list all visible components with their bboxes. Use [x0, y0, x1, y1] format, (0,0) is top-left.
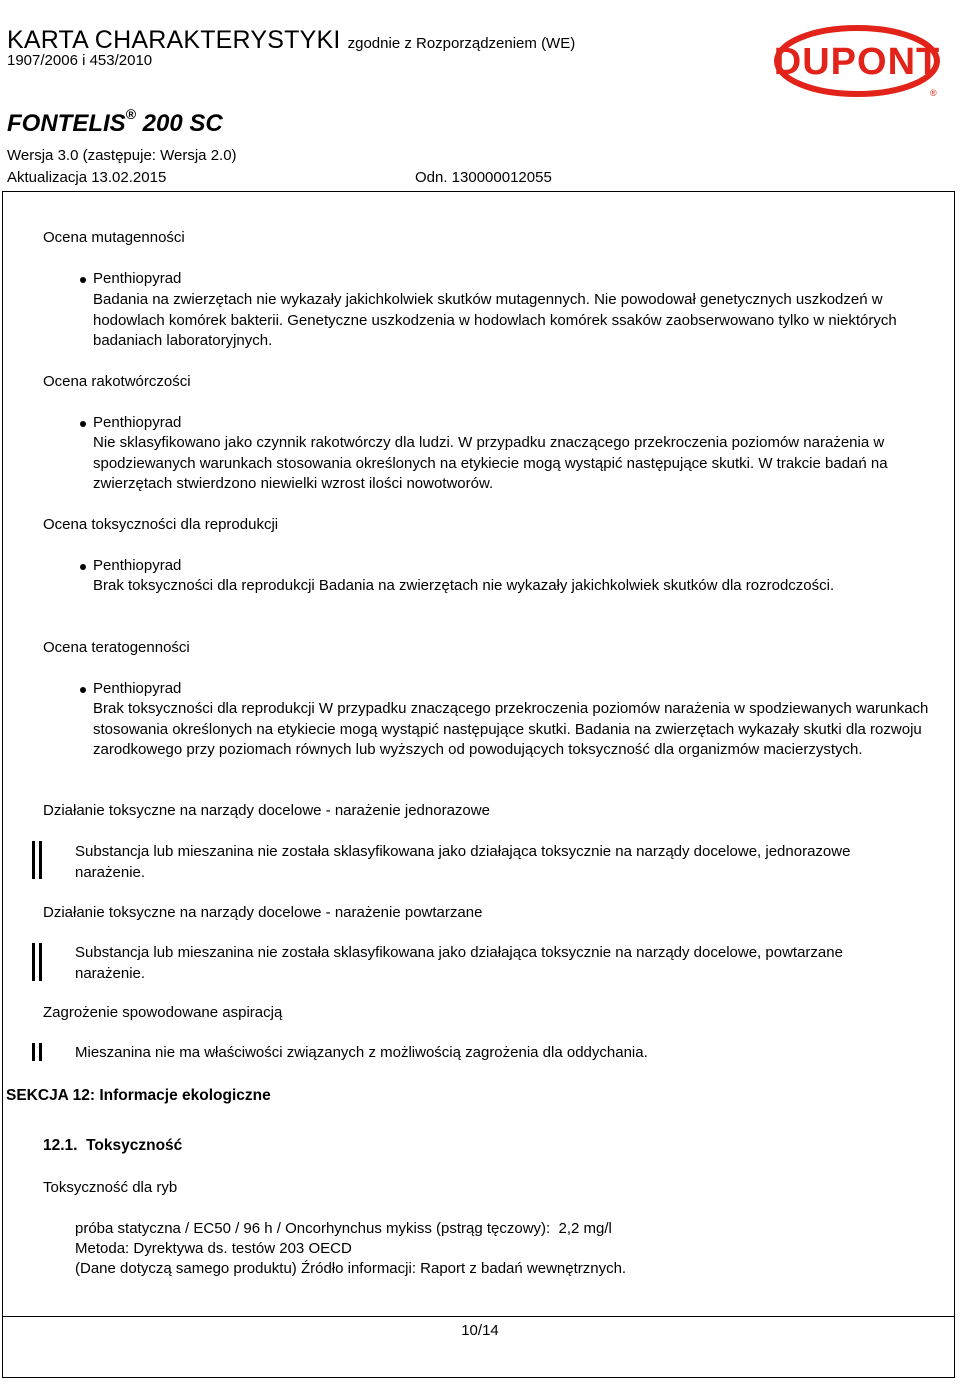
document-title-sub: zgodnie z Rozporządzeniem (WE) [347, 35, 576, 52]
bullet-icon [80, 687, 86, 693]
content-frame [2, 191, 955, 1378]
version-info: Wersja 3.0 (zastępuje: Wersja 2.0) [7, 147, 237, 164]
product-name-main: FONTELIS [7, 110, 126, 137]
reference-number: Odn. 130000012055 [415, 169, 552, 186]
update-date: Aktualizacja 13.02.2015 [7, 169, 167, 186]
stot-single-heading: Działanie toksyczne na narządy docelowe - narażenie jednorazowe [43, 802, 490, 819]
fish-toxicity-line-2: Metoda: Dyrektywa ds. testów 203 OECD [75, 1240, 352, 1257]
document-title [7, 26, 575, 55]
section-12-title: SEKCJA 12: Informacje ekologiczne [6, 1087, 271, 1104]
section-12-1-title: 12.1. Toksyczność [43, 1137, 183, 1154]
fish-toxicity-line-1: próba statyczna / EC50 / 96 h / Oncorhynchus mykiss (pstrąg tęczowy): 2,2 mg/l [75, 1220, 612, 1237]
revision-bar-icon [39, 943, 42, 981]
stot-repeated-heading: Działanie toksyczne na narządy docelowe - narażenie powtarzane [43, 904, 483, 921]
mutagenicity-heading: Ocena mutagenności [43, 229, 185, 246]
reproductive-heading: Ocena toksyczności dla reprodukcji [43, 516, 279, 533]
product-name [7, 106, 223, 138]
aspiration-heading: Zagrożenie spowodowane aspiracją [43, 1004, 283, 1021]
product-name-suffix: 200 SC [142, 110, 223, 137]
fish-toxicity-line-3: (Dane dotyczą samego produktu) Źródło informacji: Raport z badań wewnętrznych. [75, 1260, 627, 1277]
dupont-logo [774, 24, 940, 98]
mutagenicity-text: Badania na zwierzętach nie wykazały jakichkolwiek skutków mutagennych. Nie powodował genetycznych uszkodzeń w hodowlach komórek bakterii. Genetyczne uszkodzenia w hodowlach komórek ssaków zaobserwowano tylko w niektórych badaniach laboratoryjnych. [93, 291, 897, 349]
fish-toxicity-heading: Toksyczność dla ryb [43, 1179, 178, 1196]
reproductive-text: Brak toksyczności dla reprodukcji Badania na zwierzętach nie wykazały jakichkolwiek skutków dla rozrodczości. [93, 577, 835, 594]
stot-single-text: Substancja lub mieszanina nie została sklasyfikowana jako działająca toksycznie na narządy docelowe, jednorazowe narażenie. [75, 843, 851, 881]
carcinogenicity-substance: Penthiopyrad [93, 414, 182, 431]
logo-wordmark: DUPONT [774, 41, 940, 83]
bullet-icon [80, 277, 86, 283]
mutagenicity-substance: Penthiopyrad [93, 270, 182, 287]
revision-bar-icon [32, 1043, 35, 1061]
registered-mark: ® [125, 106, 136, 122]
bullet-icon [80, 421, 86, 427]
revision-bar-icon [32, 943, 35, 981]
stot-repeated-text: Substancja lub mieszanina nie została sklasyfikowana jako działająca toksycznie na narządy docelowe, powtarzane narażenie. [75, 944, 843, 982]
logo-registered-mark: ® [930, 88, 937, 98]
page-number: 10/14 [461, 1322, 499, 1339]
carcinogenicity-text: Nie sklasyfikowano jako czynnik rakotwórczy dla ludzi. W przypadku znaczącego przekroczenia poziomów narażenia w spodziewanych warunkach stosowania określonych na etykiecie mogą wystąpić następujące skutki. W trakcie badań na zwierzętach stwierdzono niewielki wzrost ilości nowotworów. [93, 434, 888, 492]
document-title-main: KARTA CHARAKTERYSTYKI [7, 26, 341, 54]
carcinogenicity-heading: Ocena rakotwórczości [43, 373, 191, 390]
revision-bar-icon [39, 1043, 42, 1061]
teratogenicity-substance: Penthiopyrad [93, 680, 182, 697]
bullet-icon [80, 564, 86, 570]
footer-divider [2, 1316, 955, 1317]
aspiration-text: Mieszanina nie ma właściwości związanych z możliwością zagrożenia dla oddychania. [75, 1044, 648, 1061]
regulation-reference: 1907/2006 i 453/2010 [7, 52, 153, 69]
teratogenicity-text: Brak toksyczności dla reprodukcji W przypadku znaczącego przekroczenia poziomów narażenia w spodziewanych warunkach stosowania określonych na etykiecie mogą wystąpić następujące skutki. Badania na zwierzętach wykazały skutki dla rozwoju zarodkowego przy poziomach równych lub wyższych od powodujących toksyczność dla organizmów macierzystych. [93, 700, 929, 758]
teratogenicity-heading: Ocena teratogenności [43, 639, 190, 656]
revision-bar-icon [39, 841, 42, 879]
revision-bar-icon [32, 841, 35, 879]
reproductive-substance: Penthiopyrad [93, 557, 182, 574]
